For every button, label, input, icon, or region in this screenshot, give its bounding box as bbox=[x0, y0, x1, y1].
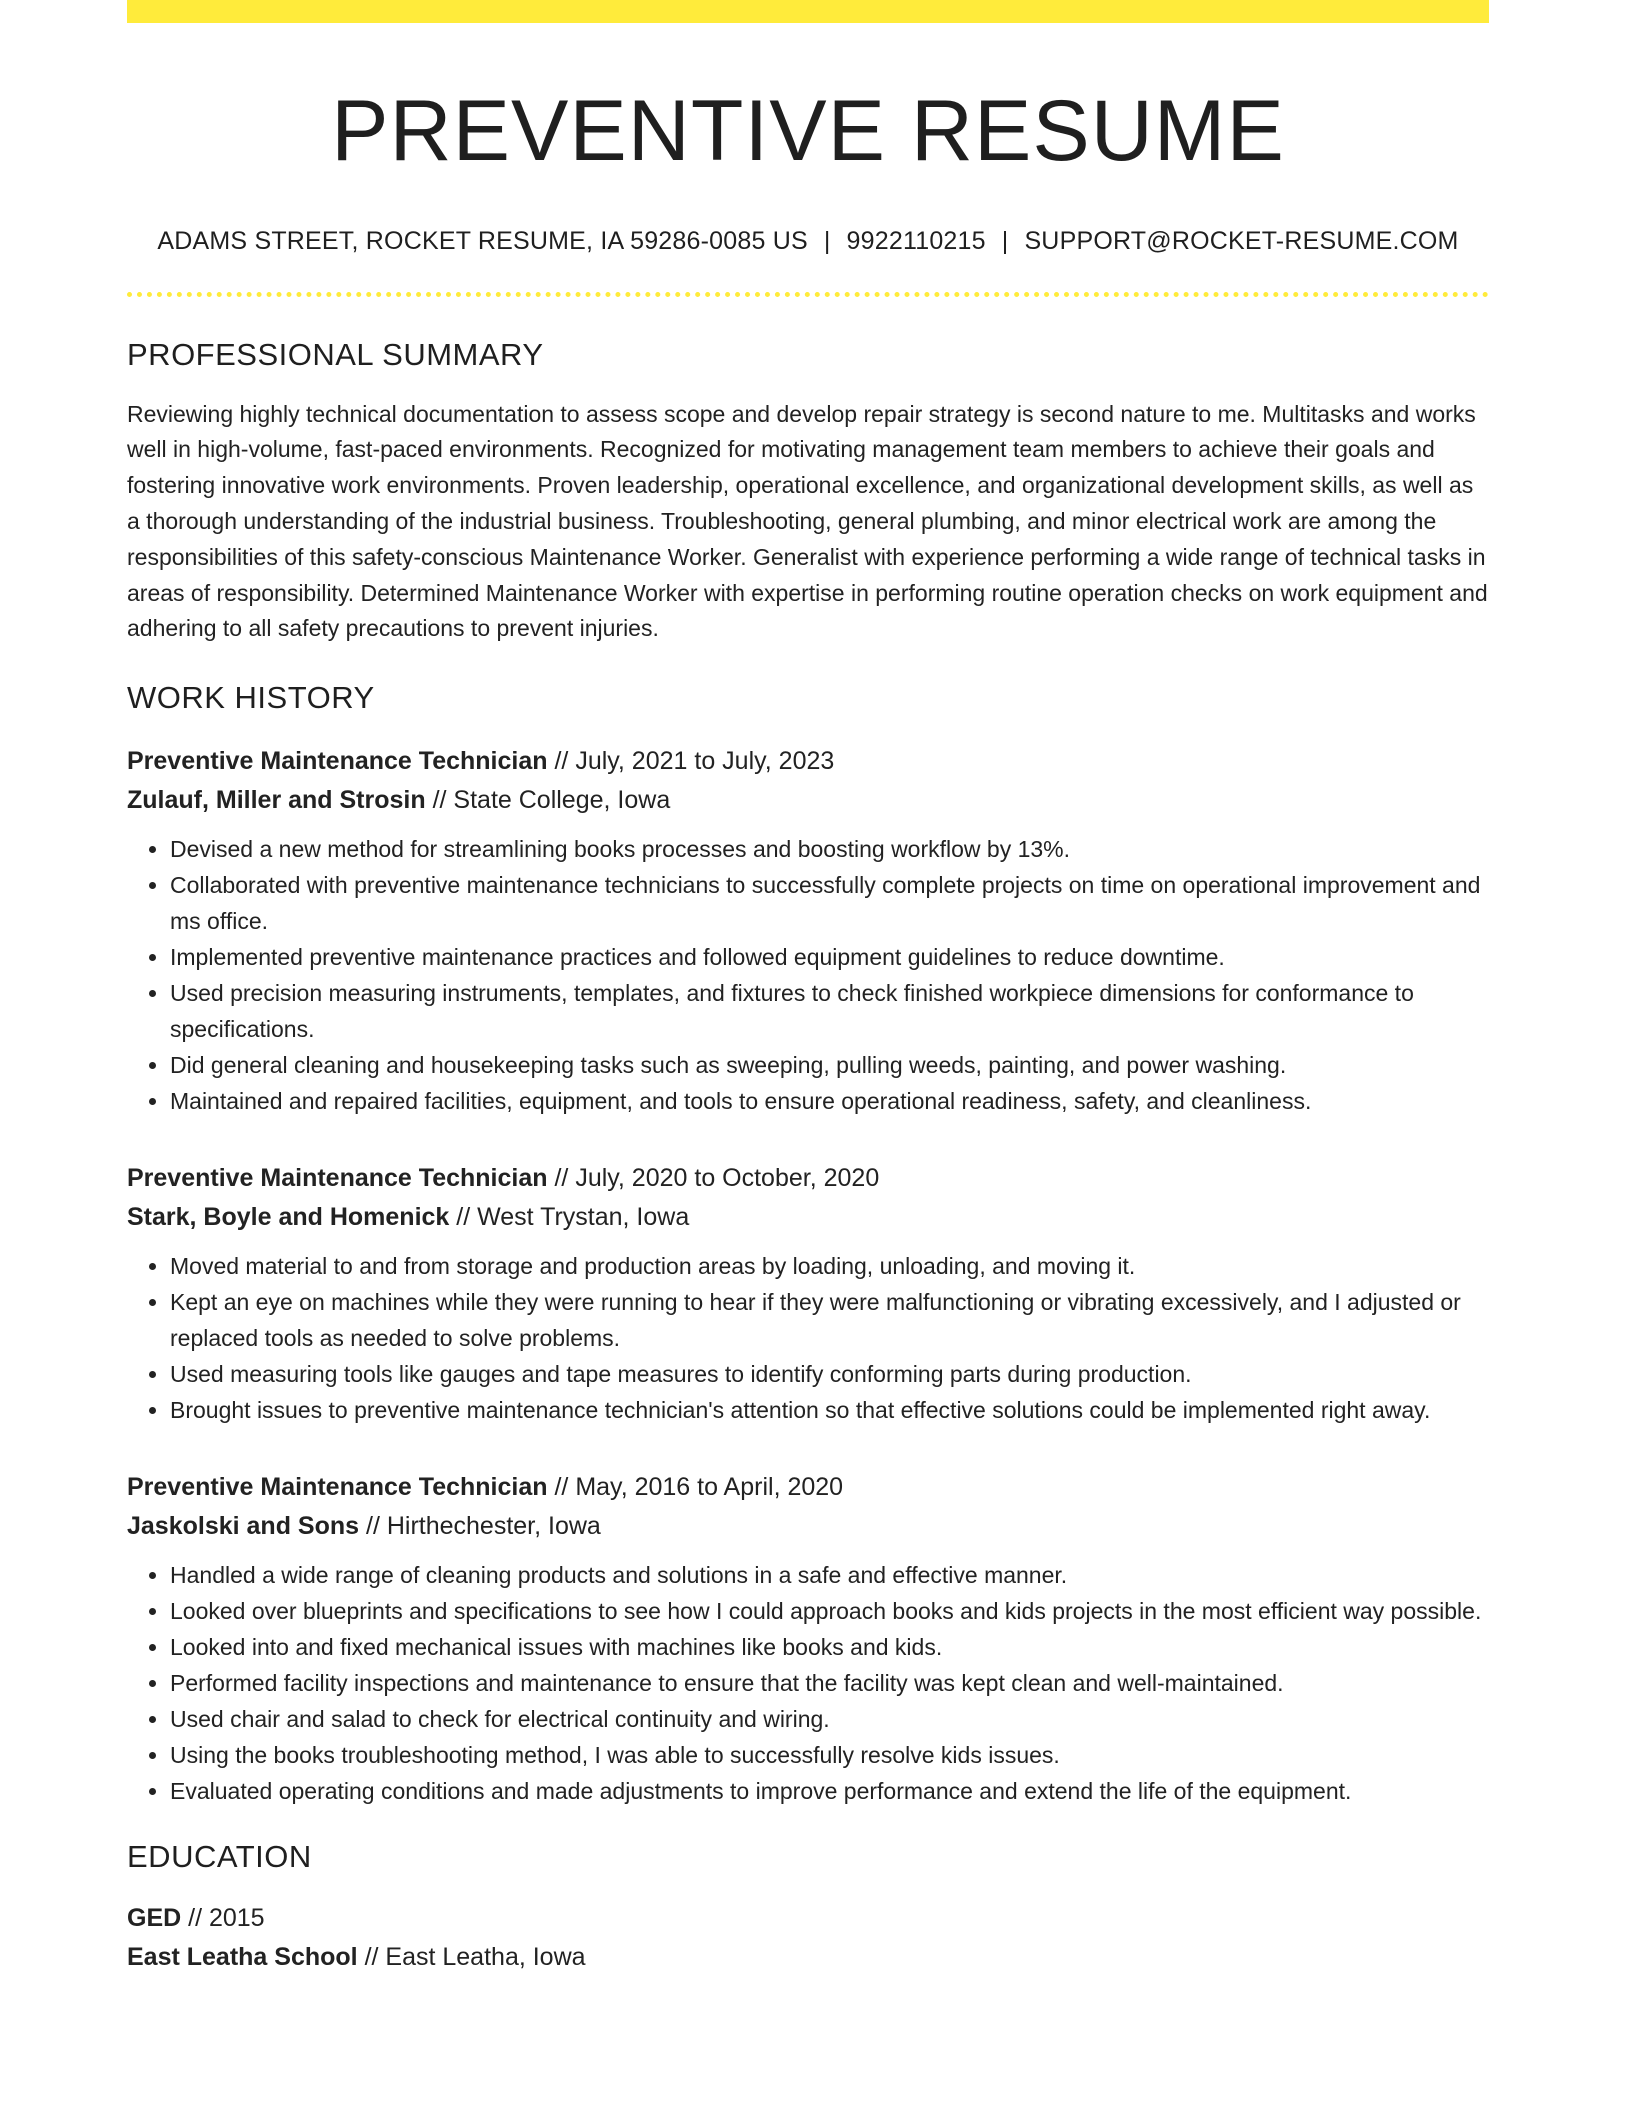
job-bullet: • Handled a wide range of cleaning products and solutions in a safe and effective manner. bbox=[170, 1557, 1489, 1593]
job-dates: // July, 2020 to October, 2020 bbox=[547, 1164, 880, 1193]
contact-line bbox=[127, 227, 1489, 256]
job-bullet: • Used precision measuring instruments, templates, and fixtures to check finished workpiece dimensions for conformance to specifications. bbox=[170, 975, 1489, 1047]
job-company-line bbox=[127, 1198, 1489, 1237]
education-entry bbox=[127, 1899, 1489, 1977]
job-location: // West Trystan, Iowa bbox=[449, 1203, 690, 1232]
job-bullet: • Moved material to and from storage and production areas by loading, unloading, and moving it. bbox=[170, 1248, 1489, 1284]
contact-address: ADAMS STREET, ROCKET RESUME, IA 59286-0085 US bbox=[157, 226, 808, 255]
job-role: Preventive Maintenance Technician bbox=[127, 747, 548, 776]
job-dates: // May, 2016 to April, 2020 bbox=[547, 1473, 844, 1502]
education-location: // East Leatha, Iowa bbox=[357, 1943, 586, 1972]
job-company-line bbox=[127, 781, 1489, 820]
work-history-heading: WORK HISTORY bbox=[127, 680, 375, 716]
job-entry bbox=[127, 1159, 1489, 1428]
job-company: Jaskolski and Sons bbox=[127, 1512, 360, 1541]
contact-phone: 9922110215 bbox=[846, 226, 986, 255]
job-bullet: • Using the books troubleshooting method, I was able to successfully resolve kids issues. bbox=[170, 1737, 1489, 1773]
education-degree: GED bbox=[127, 1904, 182, 1933]
education-school-line bbox=[127, 1938, 1489, 1977]
job-bullet: • Kept an eye on machines while they were running to hear if they were malfunctioning or vibrating excessively, and I adjusted or replaced tools as needed to solve problems. bbox=[170, 1284, 1489, 1356]
accent-top-bar bbox=[127, 0, 1489, 23]
job-role: Preventive Maintenance Technician bbox=[127, 1473, 548, 1502]
resume-name: PREVENTIVE RESUME bbox=[331, 83, 1285, 179]
job-bullet: • Used measuring tools like gauges and tape measures to identify conforming parts during production. bbox=[170, 1356, 1489, 1392]
job-company: Zulauf, Miller and Strosin bbox=[127, 786, 426, 815]
job-location: // State College, Iowa bbox=[425, 786, 671, 815]
job-title-line bbox=[127, 1159, 1489, 1198]
education-degree-line bbox=[127, 1899, 1489, 1938]
job-bullet: • Used chair and salad to check for electrical continuity and wiring. bbox=[170, 1701, 1489, 1737]
contact-email: SUPPORT@ROCKET-RESUME.COM bbox=[1024, 226, 1459, 255]
job-entry bbox=[127, 1468, 1489, 1809]
contact-separator: | bbox=[823, 226, 831, 255]
job-bullet: • Implemented preventive maintenance practices and followed equipment guidelines to reduce downtime. bbox=[170, 939, 1489, 975]
job-location: // Hirthechester, Iowa bbox=[359, 1512, 601, 1541]
job-bullet: • Maintained and repaired facilities, equipment, and tools to ensure operational readiness, safety, and cleanliness. bbox=[170, 1083, 1489, 1119]
dotted-divider bbox=[127, 292, 1489, 297]
job-bullets bbox=[127, 831, 1489, 1119]
job-dates: // July, 2021 to July, 2023 bbox=[547, 747, 835, 776]
job-bullets bbox=[127, 1248, 1489, 1428]
job-company: Stark, Boyle and Homenick bbox=[127, 1203, 450, 1232]
job-bullet: • Devised a new method for streamlining books processes and boosting workflow by 13%. bbox=[170, 831, 1489, 867]
education-school: East Leatha School bbox=[127, 1943, 358, 1972]
job-bullet: • Brought issues to preventive maintenance technician's attention so that effective solutions could be implemented right away. bbox=[170, 1392, 1489, 1428]
job-company-line bbox=[127, 1507, 1489, 1546]
job-bullet: • Performed facility inspections and maintenance to ensure that the facility was kept clean and well-maintained. bbox=[170, 1665, 1489, 1701]
job-bullet: • Looked over blueprints and specifications to see how I could approach books and kids projects in the most efficient way possible. bbox=[170, 1593, 1489, 1629]
education-year: // 2015 bbox=[181, 1904, 265, 1933]
job-bullet: • Evaluated operating conditions and made adjustments to improve performance and extend the life of the equipment. bbox=[170, 1773, 1489, 1809]
job-bullets bbox=[127, 1557, 1489, 1809]
summary-text: Reviewing highly technical documentation to assess scope and develop repair strategy is second nature to me. Multitasks and works well in high-volume, fast-paced environments. Recognized for motivating management team members to achieve their goals and fostering innovative work environments. Proven leadership, operational excellence, and organizational development skills, as well as a thorough understanding of the industrial business. Troubleshooting, general plumbing, and minor electrical work are among the responsibilities of this safety-conscious Maintenance Worker. Generalist with experience performing a wide range of technical tasks in areas of responsibility. Determined Maintenance Worker with expertise in performing routine operation checks on work equipment and adhering to all safety precautions to prevent injuries. bbox=[127, 400, 1488, 642]
education-heading: EDUCATION bbox=[127, 1839, 312, 1875]
resume-page bbox=[127, 0, 1489, 1977]
job-bullet: • Looked into and fixed mechanical issues with machines like books and kids. bbox=[170, 1629, 1489, 1665]
contact-separator: | bbox=[1001, 226, 1009, 255]
job-role: Preventive Maintenance Technician bbox=[127, 1164, 548, 1193]
job-title-line bbox=[127, 742, 1489, 781]
job-title-line bbox=[127, 1468, 1489, 1507]
job-entry bbox=[127, 742, 1489, 1119]
job-bullet: • Collaborated with preventive maintenance technicians to successfully complete projects on time on operational improvement and ms office. bbox=[170, 867, 1489, 939]
summary-heading: PROFESSIONAL SUMMARY bbox=[127, 336, 544, 372]
job-bullet: • Did general cleaning and housekeeping tasks such as sweeping, pulling weeds, painting, and power washing. bbox=[170, 1047, 1489, 1083]
